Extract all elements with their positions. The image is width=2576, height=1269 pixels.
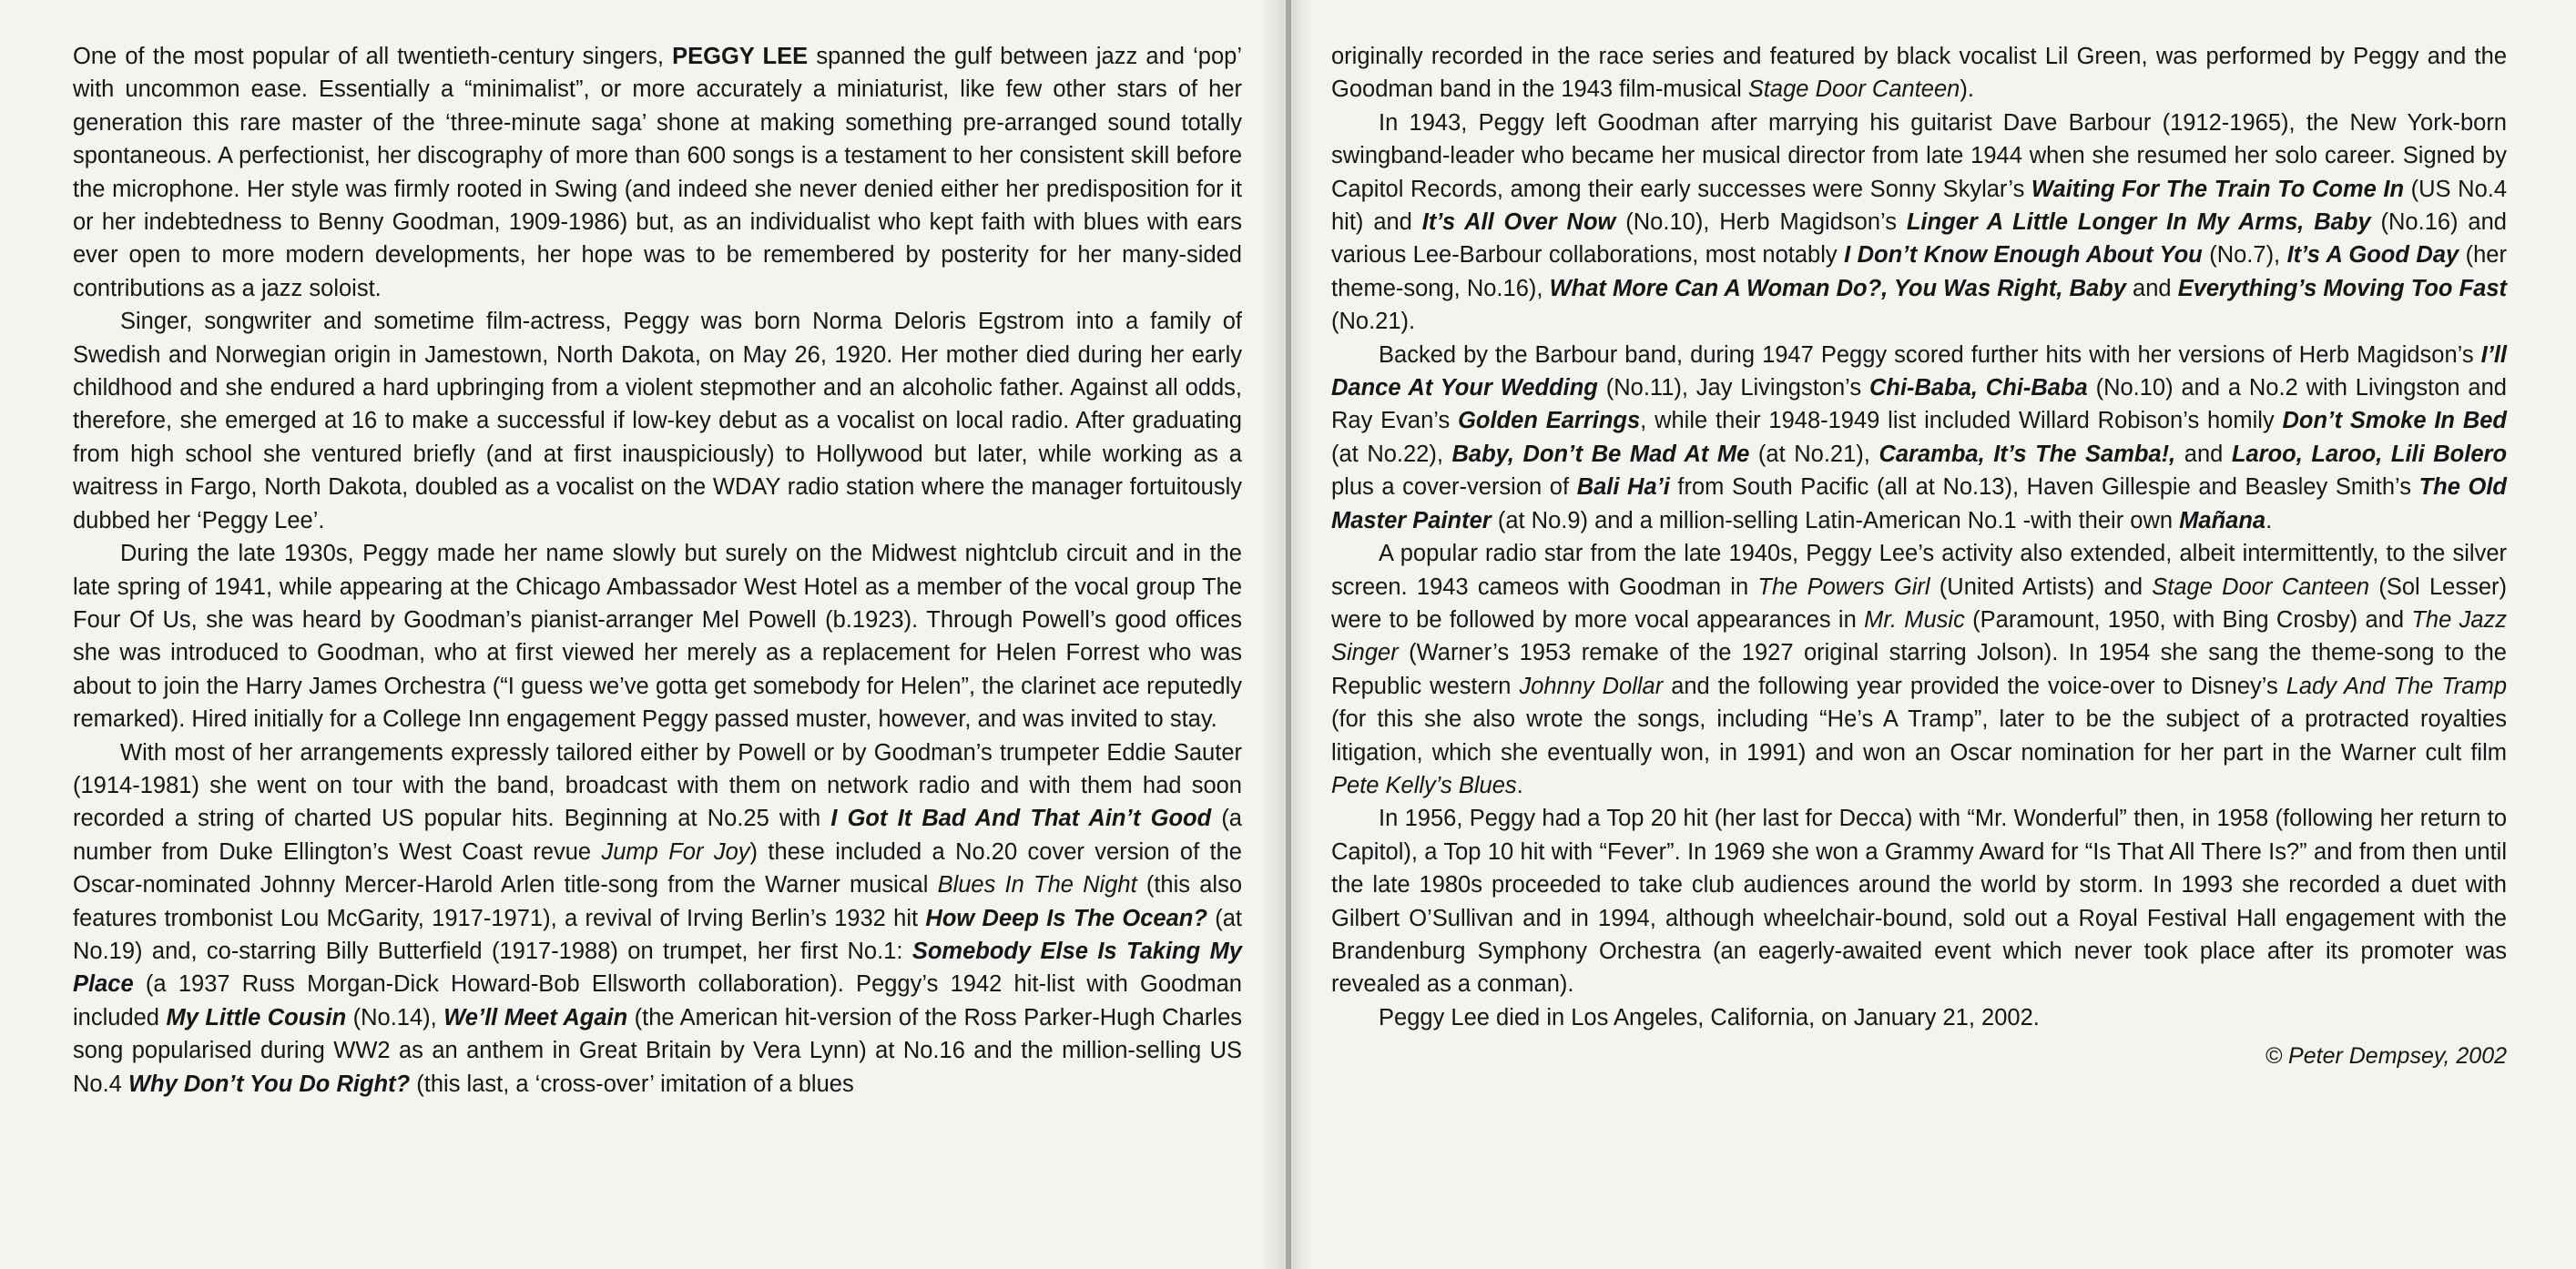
text-run: (a number from Duke Ellington’s West Coast revue xyxy=(73,806,1242,865)
song-title: I’ll Dance At Your Wedding xyxy=(1331,341,2507,401)
text-run: , while their 1948-1949 list included Willard Robison’s homily xyxy=(1640,408,2283,434)
song-title: Caramba, It’s The Samba!, xyxy=(1879,441,2176,467)
paragraph xyxy=(1331,107,2507,339)
work-title: Lady And The Tramp xyxy=(2286,673,2508,699)
text-run: . xyxy=(2265,507,2273,533)
song-title: Waiting For The Train To Come In xyxy=(2031,176,2405,202)
text-run: In 1956, Peggy had a Top 20 hit (her last for Decca) with “Mr. Wonderful” then, in 1958 (following her return to Capitol), a Top 10 hit with “Fever”. In 1969 she won a Grammy Award for “Is That All There Is?” and from then until the late 1980s proceeded to take club audiences around the world by storm. In 1993 she recorded a duet with Gilbert O’Sullivan and in 1994, although wheelchair-bound, sold out a Royal Festival Hall engagement with the Brandenburg Symphony Orchestra (an eagerly-awaited event which never took place after its promoter was revealed as a conman). xyxy=(1331,806,2507,998)
text-run: (at No.21), xyxy=(1749,441,1879,467)
text-run: Singer, songwriter and sometime film-actress, Peggy was born Norma Deloris Egstrom into a family of Swedish and Norwegian origin in Jamestown, North Dakota, on May 26, 1920. Her mother died during her early childhood and she endured a hard upbringing from a violent stepmother and an alcoholic father. Against all odds, therefore, she emerged at 16 to make a successful if low-key debut as a vocalist on local radio. After graduating from high school she ventured briefly (and at first inauspiciously) to Hollywood but later, while working as a waitress in Fargo, North Dakota, doubled as a vocalist on the WDAY radio station where the manager fortuitously dubbed her ‘Peggy Lee’. xyxy=(73,309,1242,533)
text-run: Peggy Lee died in Los Angeles, California, on January 21, 2002. xyxy=(1379,1004,2040,1030)
right-page xyxy=(1291,0,2576,1269)
text-run: Backed by the Barbour band, during 1947 Peggy scored further hits with her versions of Herb Magidson’s xyxy=(1379,341,2481,368)
song-title: Laroo, Laroo, Lili Bolero xyxy=(2231,441,2508,467)
left-page-text xyxy=(73,40,1242,1101)
song-title: Everything’s Moving Too Fast xyxy=(2177,275,2508,301)
paragraph xyxy=(1331,802,2507,1000)
work-title: Mr. Music xyxy=(1864,606,1965,633)
text-run: (this last, a ‘cross-over’ imitation of a blues xyxy=(410,1071,854,1097)
work-title: The Powers Girl xyxy=(1757,574,1930,600)
song-title: Why Don’t You Do Right? xyxy=(127,1071,411,1097)
artist-name: PEGGY LEE xyxy=(672,44,809,69)
text-run: (at No.9) and a million-selling Latin-American No.1 -with their own xyxy=(1491,507,2180,533)
song-title: Mañana xyxy=(2179,507,2266,533)
paragraph xyxy=(1331,537,2507,802)
song-title: What More Can A Woman Do?, You Was Right, Baby xyxy=(1549,275,2126,301)
text-run: (No.10) and a No.2 with Livingston and Ray Evan’s xyxy=(1331,375,2507,434)
text-run: During the late 1930s, Peggy made her name slowly but surely on the Midwest nightclub circuit and in the late spring of 1941, while appearing at the Chicago Ambassador West Hotel as a member of the vocal group The Four Of Us, she was heard by Goodman’s pianist-arranger Mel Powell (b.1923). Through Powell’s good offices she was introduced to Goodman, who at first viewed her merely as a replacement for Helen Forrest who was about to join the Harry James Orchestra (“I guess we’ve gotta get somebody for Helen”, the clarinet ace reputedly remarked). Hired initially for a College Inn engagement Peggy passed muster, however, and was invited to stay. xyxy=(73,541,1242,733)
song-title: Don’t Smoke In Bed xyxy=(2282,408,2507,434)
text-run: from South Pacific (all at No.13), Haven Gillespie and Beasley Smith’s xyxy=(1669,474,2419,501)
song-title: Linger A Little Longer In My Arms, Baby xyxy=(1906,209,2371,236)
work-title: Blues In The Night xyxy=(937,872,1137,898)
text-run: ) these included a No.20 cover version of the Oscar-nominated Johnny Mercer-Harold Arlen title-song from the Warner musical xyxy=(73,838,1242,898)
work-title: The Jazz Singer xyxy=(1331,606,2508,666)
paragraph xyxy=(1331,1001,2507,1034)
text-run: (No.14), xyxy=(346,1004,444,1030)
text-run: (US No.4 hit) and xyxy=(1331,176,2508,236)
text-run: One of the most popular of all twentieth-century singers, xyxy=(73,44,673,69)
text-run: ). xyxy=(1960,76,1974,103)
text-run: and xyxy=(2125,275,2178,301)
text-run: A popular radio star from the late 1940s, Peggy Lee’s activity also extended, albeit intermittently, to the silver screen. 1943 cameos with Goodman in xyxy=(1331,541,2507,600)
paragraph xyxy=(73,736,1242,1101)
song-title: We’ll Meet Again xyxy=(443,1004,628,1030)
song-title: I Got It Bad And That Ain’t Good xyxy=(830,806,1212,832)
text-run: plus a cover-version of xyxy=(1331,474,1577,501)
song-title: It’s A Good Day xyxy=(2286,242,2459,269)
work-title: Pete Kelly’s Blues xyxy=(1331,772,1517,798)
text-run: (Warner’s 1953 remake of the 1927 original starring Jolson). In 1954 she sang the theme-song to the Republic western xyxy=(1331,640,2507,699)
left-page xyxy=(0,0,1286,1269)
text-run: spanned the gulf between jazz and ‘pop’ with uncommon ease. Essentially a “minimalist”, or more accurately a miniaturist, like few other stars of her generation this rare master of the ‘three-minute saga’ shone at making something pre-arranged sound totally spontaneous. A perfectionist, her discography of more than 600 songs is a testament to her consistent skill before the microphone. Her style was firmly rooted in Swing (and indeed she never denied either her predisposition for it or her indebtedness to Benny Goodman, 1909-1986) but, as an individualist who kept faith with blues with ears ever open to more modern developments, her hope was to be remembered by posterity for her many-sided contributions as a jazz soloist. xyxy=(73,44,1242,301)
song-title: The Old Master Painter xyxy=(1331,474,2508,533)
text-run: (the American hit-version of the Ross Parker-Hugh Charles song popularised during WW2 as an anthem in Great Britain by Vera Lynn) at No.16 and the million-selling US No.4 xyxy=(73,1004,1242,1097)
text-run: (for this she also wrote the songs, including “He’s A Tramp”, later to be the subject of a protracted royalties litigation, which she eventually won, in 1991) and won an Oscar nomination for her part in the Warner cult film xyxy=(1331,706,2507,766)
text-run: In 1943, Peggy left Goodman after marrying his guitarist Dave Barbour (1912-1965), the New York-born swingband-leader who became her musical director from late 1944 when she resumed her solo career. Signed by Capitol Records, among their early successes were Sonny Skylar’s xyxy=(1331,109,2507,202)
paragraph xyxy=(1331,40,2507,107)
text-run: (No.21). xyxy=(1331,309,1416,335)
text-run: (No.7), xyxy=(2202,242,2287,269)
text-run: (No.10), Herb Magidson’s xyxy=(1615,209,1907,236)
song-title: Bali Ha’i xyxy=(1576,474,1670,501)
text-run: (Sol Lesser) were to be followed by more vocal appearances in xyxy=(1331,574,2508,633)
song-title: How Deep Is The Ocean? xyxy=(925,905,1207,931)
work-title: Johnny Dollar xyxy=(1519,673,1664,699)
paragraph xyxy=(73,537,1242,736)
paragraph xyxy=(1331,339,2507,537)
song-title: I Don’t Know Enough About You xyxy=(1844,242,2203,269)
song-title: Golden Earrings xyxy=(1458,408,1641,434)
song-title: Somebody Else Is Taking My Place xyxy=(73,938,1242,998)
text-run: (at No.22), xyxy=(1331,441,1452,467)
song-title: Baby, Don’t Be Mad At Me xyxy=(1451,441,1750,467)
text-run: (her theme-song, No.16), xyxy=(1331,242,2507,301)
text-run: and xyxy=(2175,441,2232,467)
text-run: and the following year provided the voice-over to Disney’s xyxy=(1663,673,2286,699)
text-run: (United Artists) and xyxy=(1929,574,2153,600)
song-title: My Little Cousin xyxy=(166,1004,347,1030)
text-run: (Paramount, 1950, with Bing Crosby) and xyxy=(1964,606,2412,633)
song-title: Chi-Baba, Chi-Baba xyxy=(1868,375,2088,401)
author-credit: © Peter Dempsey, 2002 xyxy=(2265,1043,2507,1070)
work-title: Jump For Joy xyxy=(601,838,750,865)
text-run: With most of her arrangements expressly tailored either by Powell or by Goodman’s trumpeter Eddie Sauter (1914-1981) she went on tour with the band, broadcast with them on network radio and with them had soon recorded a string of charted US popular hits. Beginning at No.25 with xyxy=(73,739,1242,832)
work-title: Stage Door Canteen xyxy=(2152,574,2370,600)
text-run: . xyxy=(1516,772,1523,798)
work-title: Stage Door Canteen xyxy=(1747,76,1960,103)
text-run: (No.11), Jay Livingston’s xyxy=(1597,375,1869,401)
text-run: (No.16) and various Lee-Barbour collaborations, most notably xyxy=(1331,209,2507,269)
right-page-text xyxy=(1331,40,2507,1034)
text-run: (at No.19) and, co-starring Billy Butterfield (1917-1988) on trumpet, her first No.1: xyxy=(73,905,1243,964)
text-run: originally recorded in the race series and featured by black vocalist Lil Green, was performed by Peggy and the Goodman band in the 1943 film-musical xyxy=(1331,44,2507,103)
text-run: (this also features trombonist Lou McGarity, 1917-1971), a revival of Irving Berlin’s 1932 hit xyxy=(73,872,1242,931)
song-title: It’s All Over Now xyxy=(1421,209,1616,236)
text-run: (a 1937 Russ Morgan-Dick Howard-Bob Ellsworth collaboration). Peggy’s 1942 hit-list with Goodman included xyxy=(73,971,1242,1030)
paragraph xyxy=(73,40,1242,305)
paragraph xyxy=(73,305,1242,537)
